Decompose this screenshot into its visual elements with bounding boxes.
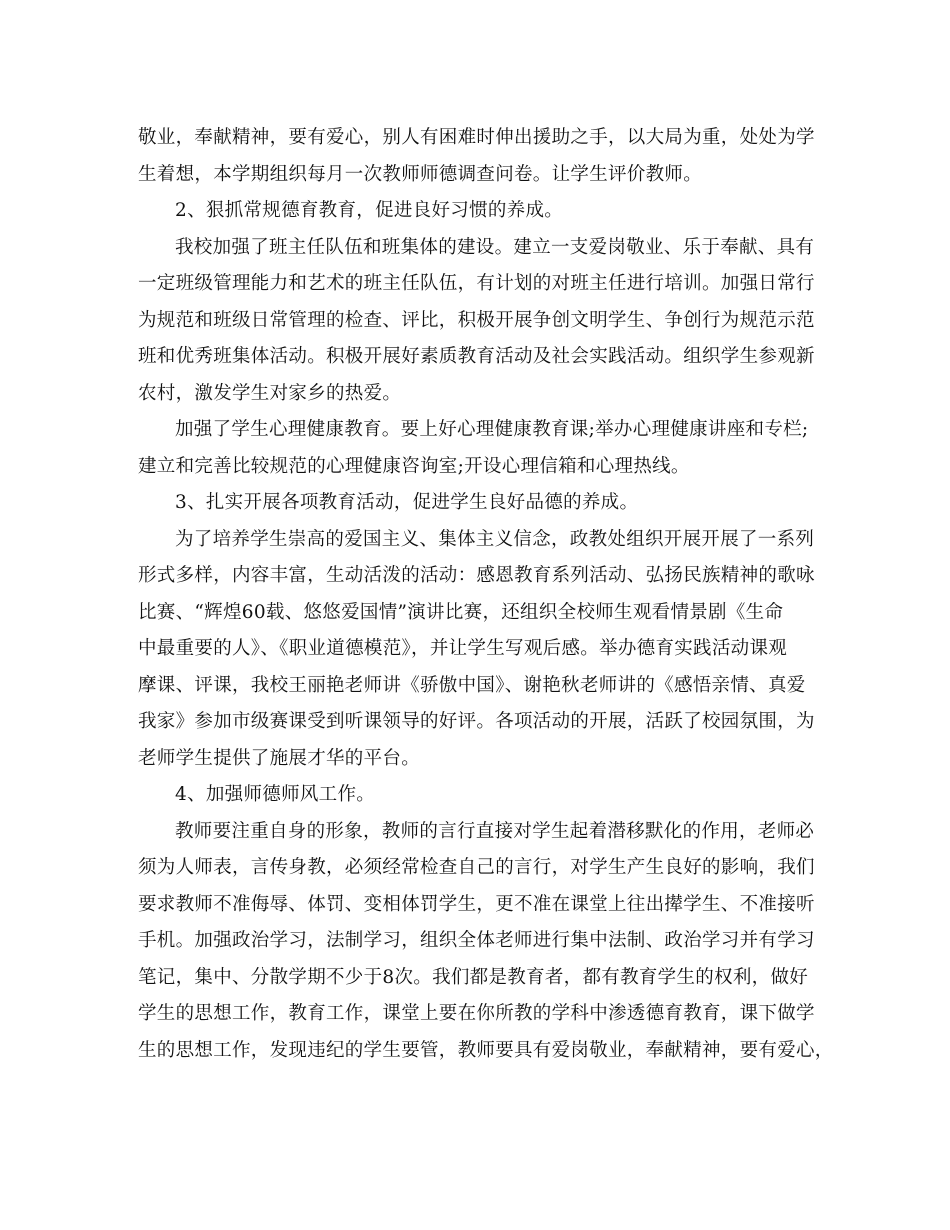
text-line: 教师要注重自身的形象，教师的言行直接对学生起着潜移默化的作用，老师必 [175, 820, 815, 842]
text-line: 为了培养学生崇高的爱国主义、集体主义信念，政教处组织开展开展了一系列 [175, 528, 815, 550]
text-line: 建立和完善比较规范的心理健康咨询室;开设心理信箱和心理热线。 [138, 455, 690, 477]
text-line: 学生的思想工作，教育工作，课堂上要在你所教的学科中渗透德育教育，课下做学 [138, 1003, 815, 1024]
text-line: 一定班级管理能力和艺术的班主任队伍，有计划的对班主任进行培训。加强日常行 [138, 273, 815, 294]
text-line: 摩课、评课，我校王丽艳老师讲《骄傲中国》、谢艳秋老师讲的《感悟亲情、真爱 [138, 674, 806, 696]
text-line: 笔记，集中、分散学期不少于8次。我们都是教育者，都有教育学生的权利，做好 [138, 966, 809, 988]
text-line: 生着想，本学期组织每月一次教师师德调查问卷。让学生评价教师。 [138, 163, 703, 185]
text-line: 形式多样，内容丰富，生动活泼的活动：感恩教育系列活动、弘扬民族精神的歌咏 [138, 565, 815, 586]
text-line: 要求教师不准侮辱、体罚、变相体罚学生，更不准在课堂上往出撵学生、不准接听 [138, 893, 815, 915]
text-line: 我校加强了班主任队伍和班集体的建设。建立一支爱岗敬业、乐于奉献、具有 [175, 236, 815, 258]
body-text [138, 120, 834, 1069]
text-line: 须为人师表，言传身教，必须经常检查自己的言行，对学生产生良好的影响，我们 [138, 857, 815, 878]
section-heading: 3、扎实开展各项教育活动，促进学生良好品德的养成。 [175, 492, 639, 513]
text-line: 中最重要的人》、《职业道德模范》，并让学生写观后感。举办德育实践活动课观 [138, 638, 788, 659]
text-line: 手机。加强政治学习，法制学习，组织全体老师进行集中法制、政治学习并有学习 [138, 930, 815, 951]
section-heading: 4、加强师德师风工作。 [175, 784, 376, 805]
text-line: 老师学生提供了施展才华的平台。 [138, 747, 421, 769]
text-line: 为规范和班级日常管理的检查、评比，积极开展争创文明学生、争创行为规范示范 [138, 309, 815, 331]
text-line: 农村，激发学生对家乡的热爱。 [138, 382, 402, 404]
text-line: 比赛、“辉煌60载、悠悠爱国情”演讲比赛，还组织全校师生观看情景剧《生命 [138, 601, 784, 623]
text-line: 生的思想工作，发现违纪的学生要管，教师要具有爱岗敬业，奉献精神，要有爱心， [138, 1039, 834, 1061]
text-line: 班和优秀班集体活动。积极开展好素质教育活动及社会实践活动。组织学生参观新 [138, 346, 815, 367]
section-heading: 2、狠抓常规德育教育，促进良好习惯的养成。 [175, 200, 564, 221]
text-line: 加强了学生心理健康教育。要上好心理健康教育课;举办心理健康讲座和专栏; [175, 419, 809, 440]
text-line: 我家》参加市级赛课受到听课领导的好评。各项活动的开展，活跃了校园氛围，为 [138, 711, 815, 732]
text-line: 敬业，奉献精神，要有爱心，别人有困难时伸出援助之手，以大局为重，处处为学 [138, 127, 815, 148]
